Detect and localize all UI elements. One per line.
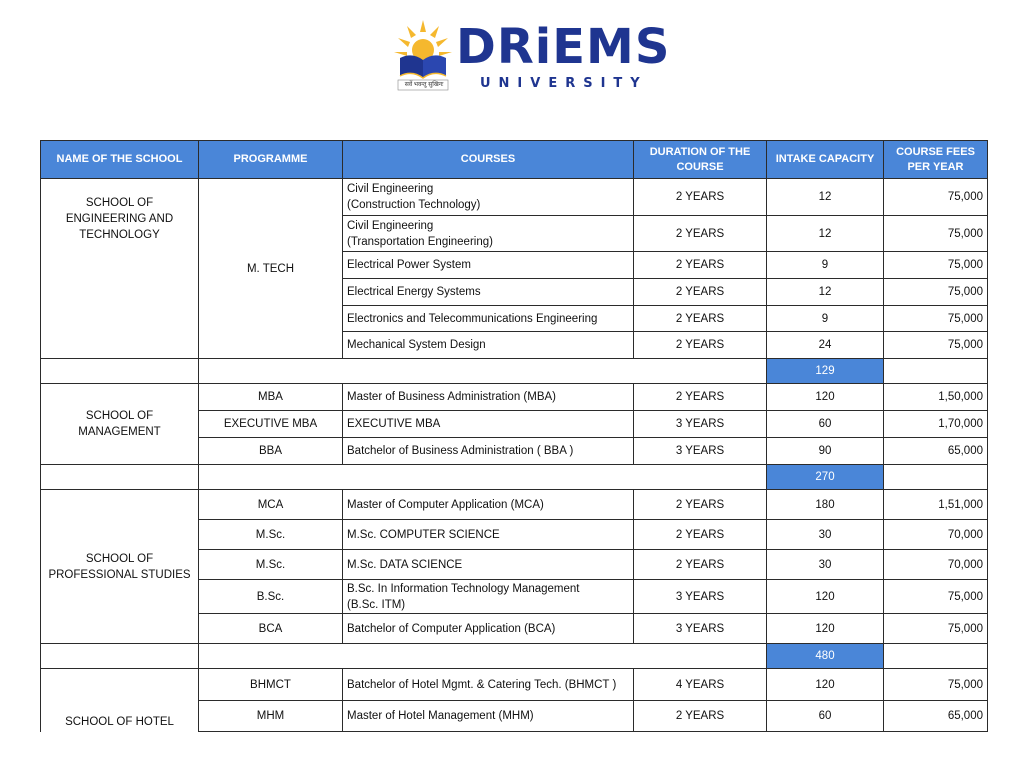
fees-cell: 1,50,000	[884, 384, 988, 411]
fees-cell: 75,000	[884, 580, 988, 614]
fees-cell: 75,000	[884, 179, 988, 216]
school-name-cell: SCHOOL OF ENGINEERING AND TECHNOLOGY	[41, 179, 199, 359]
header-fees: COURSE FEES PER YEAR	[884, 141, 988, 179]
course-cell: Electrical Energy Systems	[343, 279, 634, 306]
duration-cell: 4 YEARS	[634, 669, 767, 701]
intake-cell: 12	[767, 279, 884, 306]
intake-cell: 120	[767, 669, 884, 701]
table-row	[41, 179, 988, 216]
course-name: Civil Engineering (Transportation Engineering)	[347, 219, 493, 248]
intake-cell: 120	[767, 580, 884, 614]
intake-cell: 60	[767, 411, 884, 438]
course-cell	[343, 179, 634, 216]
fees-cell: 75,000	[884, 279, 988, 306]
intake-cell: 60	[767, 701, 884, 732]
header-programme: PROGRAMME	[199, 141, 343, 179]
intake-total: 480	[767, 644, 884, 669]
intake-cell: 9	[767, 306, 884, 332]
fees-cell: 75,000	[884, 306, 988, 332]
course-cell: Electrical Power System	[343, 252, 634, 279]
header-intake: INTAKE CAPACITY	[767, 141, 884, 179]
programme-cell: BBA	[199, 438, 343, 465]
duration-cell: 3 YEARS	[634, 614, 767, 644]
duration-cell: 2 YEARS	[634, 216, 767, 252]
fees-cell: 75,000	[884, 252, 988, 279]
intake-total: 270	[767, 465, 884, 490]
fees-cell: 65,000	[884, 701, 988, 732]
course-cell: M.Sc. COMPUTER SCIENCE	[343, 520, 634, 550]
intake-cell: 9	[767, 252, 884, 279]
programme-cell: BCA	[199, 614, 343, 644]
programme-cell: M. TECH	[199, 179, 343, 359]
course-cell: Master of Computer Application (MCA)	[343, 490, 634, 520]
duration-cell: 2 YEARS	[634, 332, 767, 359]
course-cell: M.Sc. DATA SCIENCE	[343, 550, 634, 580]
fees-cell: 75,000	[884, 669, 988, 701]
fees-cell: 75,000	[884, 216, 988, 252]
school-name-cell: SCHOOL OF PROFESSIONAL STUDIES	[41, 490, 199, 644]
course-cell: Mechanical System Design	[343, 332, 634, 359]
intake-cell: 120	[767, 384, 884, 411]
logo-wordmark: DRiEMS	[456, 19, 671, 75]
course-cell: Master of Business Administration (MBA)	[343, 384, 634, 411]
header-row	[41, 141, 988, 179]
header-duration: DURATION OF THE COURSE	[634, 141, 767, 179]
programme-cell: MHM	[199, 701, 343, 732]
fees-cell: 75,000	[884, 614, 988, 644]
programme-cell: MBA	[199, 384, 343, 411]
school-name-cell: SCHOOL OF MANAGEMENT	[41, 384, 199, 465]
fees-cell: 1,51,000	[884, 490, 988, 520]
intake-cell: 30	[767, 550, 884, 580]
fees-cell: 70,000	[884, 550, 988, 580]
header-school: NAME OF THE SCHOOL	[41, 141, 199, 179]
course-cell: EXECUTIVE MBA	[343, 411, 634, 438]
intake-cell: 180	[767, 490, 884, 520]
logo-motto: सर्वे भवन्तु सुखिनः	[404, 82, 444, 88]
table-row	[41, 490, 988, 520]
header-courses: COURSES	[343, 141, 634, 179]
fees-cell: 65,000	[884, 438, 988, 465]
duration-cell: 2 YEARS	[634, 179, 767, 216]
course-fees-table	[40, 140, 988, 732]
programme-cell: M.Sc.	[199, 550, 343, 580]
duration-cell: 3 YEARS	[634, 411, 767, 438]
fees-cell: 70,000	[884, 520, 988, 550]
duration-cell: 2 YEARS	[634, 306, 767, 332]
intake-cell: 12	[767, 216, 884, 252]
duration-cell: 3 YEARS	[634, 580, 767, 614]
intake-cell: 24	[767, 332, 884, 359]
course-cell	[343, 580, 634, 614]
duration-cell: 2 YEARS	[634, 252, 767, 279]
programme-cell: M.Sc.	[199, 520, 343, 550]
school-name-cell: SCHOOL OF HOTEL	[41, 669, 199, 732]
course-name: B.Sc. In Information Technology Management (B.Sc. ITM)	[347, 582, 580, 611]
course-name: Civil Engineering (Construction Technology)	[347, 183, 481, 211]
course-cell: Batchelor of Business Administration ( BBA )	[343, 438, 634, 465]
programme-cell: B.Sc.	[199, 580, 343, 614]
intake-cell: 90	[767, 438, 884, 465]
intake-total: 129	[767, 359, 884, 384]
duration-cell: 2 YEARS	[634, 384, 767, 411]
intake-cell: 30	[767, 520, 884, 550]
course-cell: Batchelor of Hotel Mgmt. & Catering Tech. (BHMCT )	[343, 669, 634, 701]
fees-cell: 1,70,000	[884, 411, 988, 438]
programme-cell: EXECUTIVE MBA	[199, 411, 343, 438]
table-row	[41, 669, 988, 701]
programme-cell: BHMCT	[199, 669, 343, 701]
duration-cell: 3 YEARS	[634, 438, 767, 465]
university-logo	[392, 14, 682, 100]
course-cell: Master of Hotel Management (MHM)	[343, 701, 634, 732]
table-row	[41, 384, 988, 411]
logo-subtitle: UNIVERSITY	[480, 76, 648, 91]
duration-cell: 2 YEARS	[634, 279, 767, 306]
subtotal-row	[41, 644, 988, 669]
course-cell: Batchelor of Computer Application (BCA)	[343, 614, 634, 644]
subtotal-row	[41, 465, 988, 490]
duration-cell: 2 YEARS	[634, 490, 767, 520]
programme-cell: MCA	[199, 490, 343, 520]
course-cell	[343, 216, 634, 252]
subtotal-row	[41, 359, 988, 384]
duration-cell: 2 YEARS	[634, 520, 767, 550]
course-cell: Electronics and Telecommunications Engineering	[343, 306, 634, 332]
fees-cell: 75,000	[884, 332, 988, 359]
duration-cell: 2 YEARS	[634, 550, 767, 580]
duration-cell: 2 YEARS	[634, 701, 767, 732]
intake-cell: 120	[767, 614, 884, 644]
intake-cell: 12	[767, 179, 884, 216]
